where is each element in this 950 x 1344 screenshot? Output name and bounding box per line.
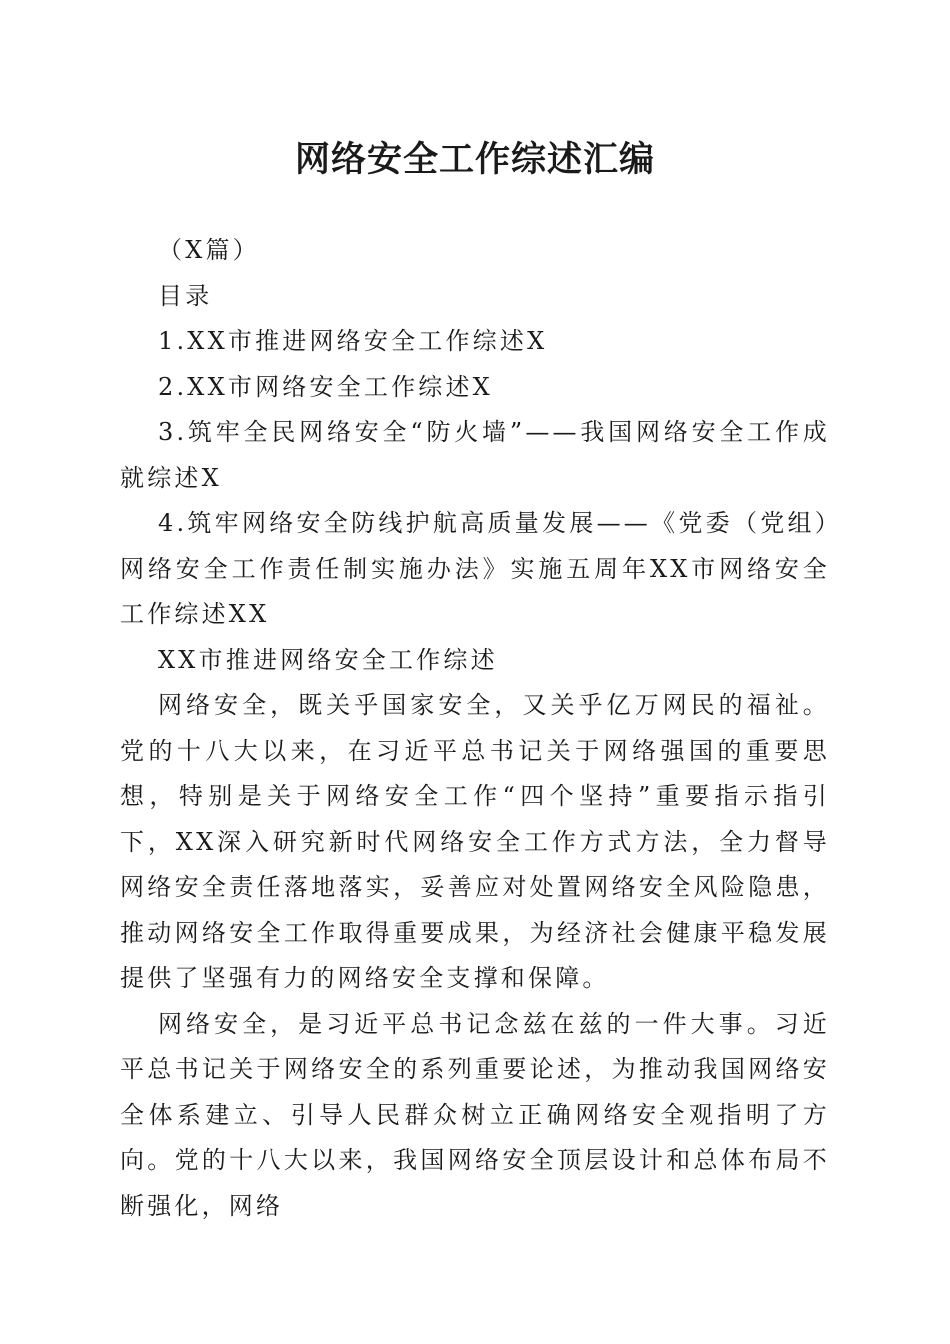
toc-item: 2.XX市网络安全工作综述X <box>158 372 493 401</box>
document-body <box>120 228 830 1229</box>
section-title: XX市推进网络安全工作综述 <box>158 645 498 674</box>
body-paragraph: 网络安全，既关乎国家安全，又关乎亿万网民的福祉。党的十八大以来，在习近平总书记关于网络强国的重要思想，特别是关于网络安全工作“四个坚持”重要指示指引下，XX深入研究新时代网络安全工作方式方法，全力督导网络安全责任落地落实，妥善应对处置网络安全风险隐患，推动网络安全工作取得重要成果，为经济社会健康平稳发展提供了坚强有力的网络安全支撑和保障。 <box>120 691 830 992</box>
toc-item: 4.筑牢网络安全防线护航高质量发展——《党委（党组）网络安全工作责任制实施办法》实施五周年XX市网络安全工作综述XX <box>120 509 830 628</box>
count-note: （X篇） <box>158 236 260 264</box>
body-paragraph: 网络安全，是习近平总书记念兹在兹的一件大事。习近平总书记关于网络安全的系列重要论述，为推动我国网络安全体系建立、引导人民群众树立正确网络安全观指明了方向。党的十八大以来，我国网络安全顶层设计和总体布局不断强化，网络 <box>120 1009 830 1220</box>
toc-item: 3.筑牢全民网络安全“防火墙”——我国网络安全工作成就综述X <box>120 418 830 492</box>
document-title: 网络安全工作综述汇编 <box>294 139 655 180</box>
toc-item: 1.XX市推进网络安全工作综述X <box>158 327 548 355</box>
toc-heading: 目录 <box>158 281 213 310</box>
